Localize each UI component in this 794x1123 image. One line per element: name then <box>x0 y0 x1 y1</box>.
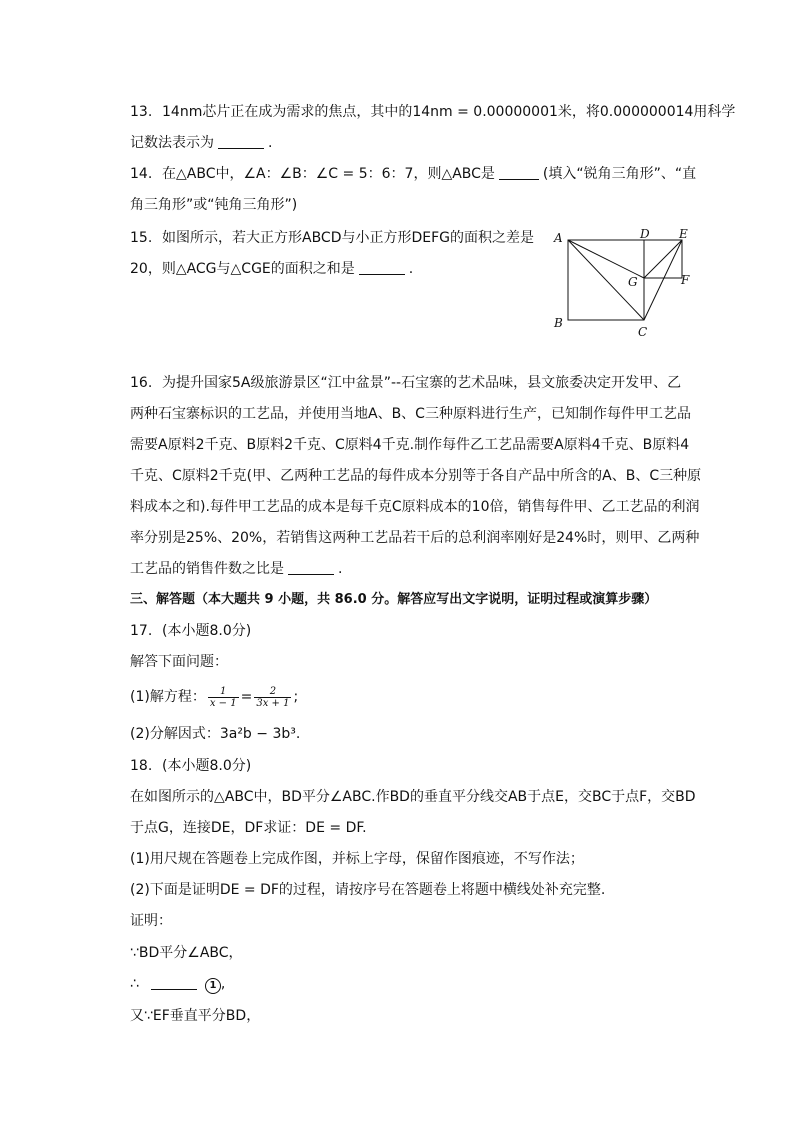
q18-line1: 在如图所示的△ABC中，BD平分∠ABC.作BD的垂直平分线交AB于点E，交BC于点F，交BD <box>130 789 696 805</box>
comma: , <box>220 976 226 992</box>
q18-part2: (2)下面是证明DE = DF的过程，请按序号在答题卷上将题中横线处补充完整. <box>130 882 606 898</box>
line-ag <box>568 240 644 278</box>
q16-line7 <box>130 559 342 579</box>
q17-header <box>130 621 251 641</box>
q14-answer-blank[interactable] <box>499 165 539 180</box>
q16-text-5: 料成本之和).每件甲工艺品的成本是每千克C原料成本的10倍，销售每件甲、乙工艺品的利润 <box>130 499 700 515</box>
q16-line5 <box>130 497 700 517</box>
equals-sign: = <box>240 689 253 705</box>
q16-line6 <box>130 528 699 548</box>
q15-line2 <box>130 259 413 279</box>
section3-heading: 三、解答题（本大题共 9 小题，共 86.0 分。解答应写出文字说明，证明过程或演算步骤） <box>130 592 658 607</box>
q14-text-1b: (填入“锐角三角形”、“直 <box>542 166 697 182</box>
q16-text-3: 需要A原料2千克、B原料2千克、C原料4千克.制作每件乙工艺品需要A原料4千克、B原料4 <box>130 437 690 453</box>
q16-line2 <box>130 404 691 424</box>
line-ge <box>644 240 682 278</box>
q15-line1 <box>130 228 534 248</box>
q15-text-2: 20，则△ACG与△CGE的面积之和是 <box>130 261 355 277</box>
q16-text-4: 千克、C原料2千克(甲、乙两种工艺品的每件成本分别等于各自产品中所含的A、B、C三种原 <box>130 468 702 484</box>
q17-part2: (2)分解因式：3a²b − 3b³. <box>130 726 301 742</box>
therefore-symbol: ∴ <box>130 976 139 992</box>
label-d: D <box>640 228 650 241</box>
q18-score: (本小题8.0分) <box>162 758 252 774</box>
q16-line3 <box>130 435 689 455</box>
q18-step3: 又∵EF垂直平分BD， <box>130 1008 261 1024</box>
q16-line4 <box>130 466 701 486</box>
q13-period: . <box>268 135 273 151</box>
q16-text-6: 率分别是25%、20%，若销售这两种工艺品若干后的总利润率刚好是24%时，则甲、乙两种 <box>130 530 700 546</box>
q18-line2: 于点G，连接DE，DF求证：DE = DF. <box>130 820 367 836</box>
q14-number: 14. <box>130 166 153 182</box>
q16-answer-blank[interactable] <box>288 560 334 575</box>
q18-step1: ∵BD平分∠ABC， <box>130 945 243 961</box>
circled-number-1: 1 <box>205 978 221 994</box>
label-f: F <box>681 273 690 287</box>
fraction-1 <box>208 686 239 709</box>
q14-line2 <box>130 195 297 215</box>
label-c: C <box>638 325 648 339</box>
q13-line2 <box>130 133 272 153</box>
semicolon: ; <box>293 689 299 705</box>
label-g: G <box>628 275 638 289</box>
label-a: A <box>554 231 563 245</box>
label-b: B <box>554 316 563 330</box>
fraction-1-denominator: x − 1 <box>209 697 237 709</box>
q15-text-1: 如图所示，若大正方形ABCD与小正方形DEFG的面积之差是 <box>162 230 535 246</box>
q15-answer-blank[interactable] <box>359 260 405 275</box>
q15-geometry-figure <box>548 228 696 340</box>
q18-number: 18. <box>130 758 153 774</box>
q16-text-2: 两种石宝寨标识的工艺品，并使用当地A、B、C三种原料进行生产，已知制作每件甲工艺品 <box>130 406 691 422</box>
q14-line1 <box>130 164 696 184</box>
q13-line1 <box>130 102 735 122</box>
q15-number: 15. <box>130 230 153 246</box>
q16-line1 <box>130 373 681 393</box>
q15-period: . <box>408 261 414 277</box>
q18-step2 <box>130 974 225 994</box>
q13-text-1: 14nm芯片正在成为需求的焦点，其中的14nm = 0.00000001米，将0.000000014用科学 <box>162 104 736 120</box>
fraction-2 <box>254 686 291 709</box>
q17-intro: 解答下面问题： <box>130 654 228 670</box>
q16-text-7: 工艺品的销售件数之比是 <box>130 561 284 577</box>
q16-period: . <box>338 561 343 577</box>
q18-blank-1[interactable] <box>151 975 197 990</box>
q13-text-2: 记数法表示为 <box>130 135 214 151</box>
fraction-2-numerator: 2 <box>254 686 291 698</box>
fraction-1-numerator: 1 <box>208 686 239 698</box>
q16-number: 16. <box>130 375 153 391</box>
q14-text-1: 在△ABC中，∠A：∠B：∠C = 5：6：7，则△ABC是 <box>162 166 495 182</box>
q18-proof-label: 证明： <box>130 913 172 929</box>
q18-part1: (1)用尺规在答题卷上完成作图，并标上字母，保留作图痕迹，不写作法； <box>130 851 584 867</box>
q16-text-1: 为提升国家5A级旅游景区“江中盆景”--石宝寨的艺术品味，县文旅委决定开发甲、乙 <box>162 375 682 391</box>
line-ce <box>644 240 682 320</box>
q13-number: 13. <box>130 104 153 120</box>
q17-part1-label: (1)解方程： <box>130 689 206 705</box>
q14-text-2: 角三角形”或“钝角三角形”) <box>130 197 298 213</box>
fraction-2-denominator: 3x + 1 <box>256 697 290 709</box>
label-e: E <box>679 228 688 241</box>
q17-part1 <box>130 684 298 710</box>
q17-score: (本小题8.0分) <box>162 623 252 639</box>
q17-number: 17. <box>130 623 153 639</box>
q18-header <box>130 756 251 776</box>
q13-answer-blank[interactable] <box>218 134 264 149</box>
